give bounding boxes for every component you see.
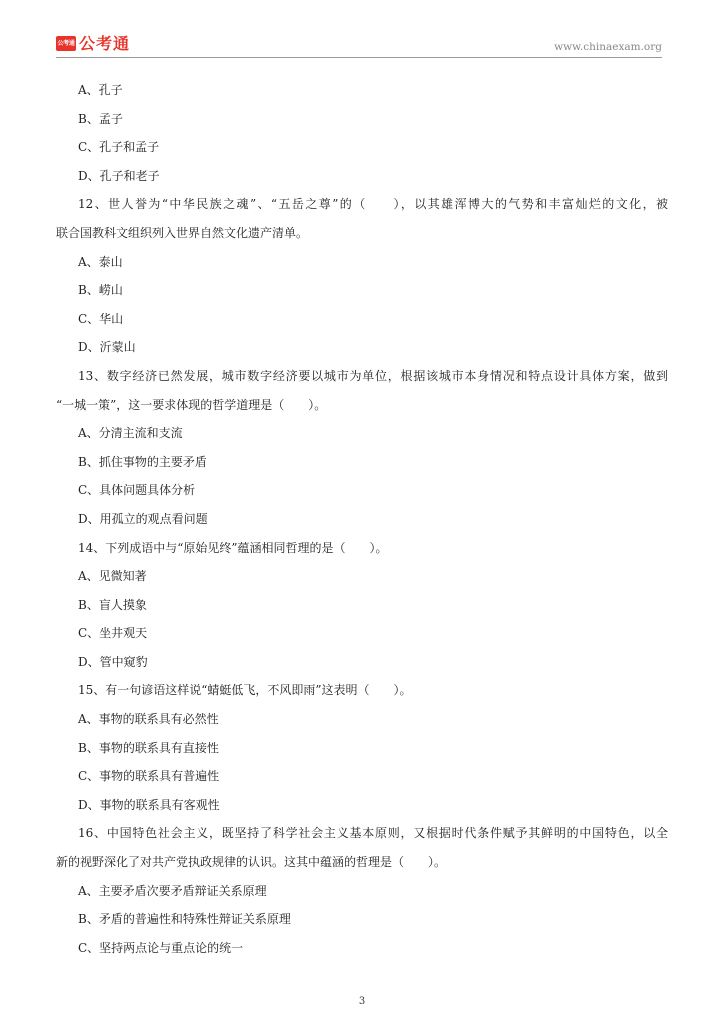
header-divider [56, 57, 662, 58]
text-line: A、泰山 [78, 254, 123, 269]
question-line: 16、中国特色社会主义，既坚持了科学社会主义基本原则，又根据时代条件赋予其鲜明的中国特色，以全 [78, 826, 668, 841]
text-line: A、孔子 [78, 83, 123, 97]
text-line: 15、有一句谚语这样说“蜻蜓低飞，不风即雨”这表明（ ）。 [78, 683, 412, 698]
text-line: 14、下列成语中与“原始见终”蕴涵相同哲理的是（ ）。 [78, 540, 388, 555]
text-line: A、主要矛盾次要矛盾辩证关系原理 [78, 883, 267, 898]
question-line: “一城一策”，这一要求体现的哲学道理是（ ）。 [56, 397, 327, 412]
question-line: 13、数字经济已然发展，城市数字经济要以城市为单位，根据该城市本身情况和特点设计具体方案，做到 [78, 368, 668, 383]
text-line: B、崂山 [78, 283, 123, 298]
text-line: C、事物的联系具有普遍性 [78, 769, 220, 784]
text-line: C、孔子和孟子 [78, 140, 160, 155]
text-line: A、事物的联系具有必然性 [78, 712, 219, 727]
text-line: B、抓住事物的主要矛盾 [78, 454, 207, 469]
logo-text: 公考通 [79, 34, 131, 53]
text-line: C、具体问题具体分析 [78, 483, 196, 498]
text-line: D、管中窥豹 [78, 654, 148, 669]
text-line: D、事物的联系具有客观性 [78, 797, 220, 812]
text-line: C、坚持两点论与重点论的统一 [78, 940, 244, 955]
text-line: A、分清主流和支流 [78, 426, 183, 441]
document-body [56, 76, 668, 962]
text-line: B、孟子 [78, 111, 123, 126]
text-line: B、矛盾的普遍性和特殊性辩证关系原理 [78, 912, 291, 927]
question-line: 联合国教科文组织列入世界自然文化遗产清单。 [56, 225, 309, 240]
text-line: C、坐井观天 [78, 626, 148, 641]
text-line: B、盲人摸象 [78, 597, 147, 612]
question-line: 12、世人誉为“中华民族之魂”、“五岳之尊”的（ ），以其雄浑博大的气势和丰富灿烂的文化，被 [78, 197, 668, 212]
text-line: D、用孤立的观点看问题 [78, 511, 208, 526]
question-line: 新的视野深化了对共产党执政规律的认识。这其中蕴涵的哲理是（ ）。 [56, 855, 447, 870]
text-line: A、见微知著 [78, 569, 147, 584]
text-line: B、事物的联系具有直接性 [78, 740, 219, 755]
text-line: C、华山 [78, 311, 124, 326]
page-number: 3 [358, 996, 366, 1007]
site-url: www.chinaexam.org [554, 41, 662, 53]
logo-badge: 公考通 [56, 36, 76, 51]
text-line: D、孔子和老子 [78, 168, 160, 183]
text-line: D、沂蒙山 [78, 340, 136, 355]
page-header [56, 33, 662, 57]
